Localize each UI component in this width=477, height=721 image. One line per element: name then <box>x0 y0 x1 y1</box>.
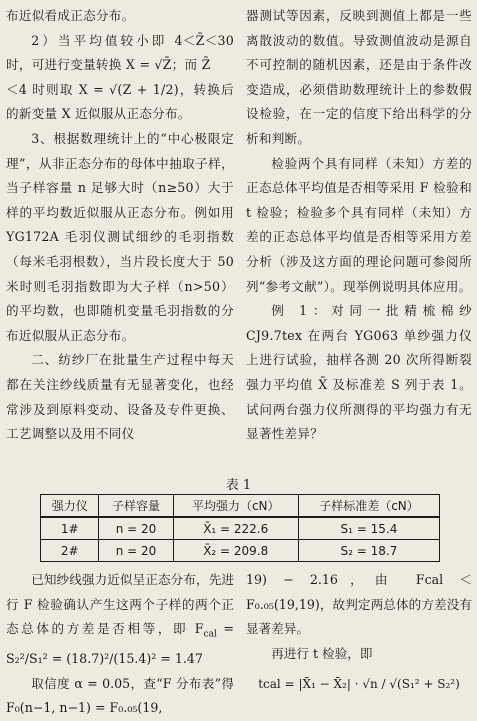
paragraph: 2）当平均值较小即 4＜Z̄＜30 时，可进行变量转换 X = √Z̄；而 Z̄ <box>6 32 234 73</box>
table-cell: n = 20 <box>99 517 173 540</box>
table-cell: n = 20 <box>99 540 173 562</box>
table-cell: X̄₁ = 222.6 <box>173 517 298 540</box>
paragraph: 二、纺纱厂在批量生产过程中每天都在关注纱线质量有无显著变化，也经常涉及到原料变动、设备及专件更换、工艺调整以及用不同仪 <box>6 352 234 442</box>
table-header-row <box>41 495 440 518</box>
table-row <box>41 517 440 540</box>
paragraph: 再进行 t 检验，即 <box>271 645 373 661</box>
paragraph: 布近似看成正态分布。 <box>6 8 135 23</box>
paragraph: ＜4 时则取 X = √(Z + 1/2)，转换后的新变量 X 近似服从正态分布。 <box>6 81 234 122</box>
table-cell: 2# <box>41 540 99 562</box>
table-header-cell: 子样标准差（cN） <box>298 495 439 518</box>
table-cell: 1# <box>41 517 99 540</box>
table-header-cell: 强力仪 <box>41 495 99 518</box>
left-column <box>6 4 234 447</box>
table-cell: S₂ = 18.7 <box>298 540 439 562</box>
bottom-right-column <box>246 568 472 697</box>
paragraph: 19) − 2.16，由 Fcal ＜ F₀.₀₅(19,19)，故判定两总体的方差没有显著差异。 <box>246 572 472 637</box>
paragraph: 取信度 α = 0.05，查“F 分布表”得 F₀(n−1, n−1) = F₀.₀₅(19, <box>6 675 234 716</box>
table-row <box>41 540 440 562</box>
paragraph: 例 1：对同一批精梳棉纱 CJ9.7tex 在两台 YG063 单纱强力仪上进行试验，抽样各测 20 次所得断裂强力平均值 X̄ 及标准差 S 列于表 1。试问两台强力仪所测得的平均强力有无显著性差异？ <box>246 303 472 442</box>
data-table <box>40 494 440 562</box>
table-cell: X̄₂ = 209.8 <box>173 540 298 562</box>
table-header-cell: 子样容量 <box>99 495 173 518</box>
table-header-cell: 平均强力（cN） <box>173 495 298 518</box>
t-formula: tcal = |X̄₁ − X̄₂| · √n / √(S₁² + S₂²) <box>258 677 460 692</box>
bottom-left-column <box>6 568 234 721</box>
table-cell: S₁ = 15.4 <box>298 517 439 540</box>
right-column <box>246 4 472 447</box>
paragraph: 检验两个具有同样（未知）方差的正态总体平均值是否相等采用 F 检验和 t 检验；检验多个具有同样（未知）方差的正态总体平均值是否相等采用方差分析（涉及这方面的理论问题可参阅所列“参考文献”）。现举例说明具体应用。 <box>246 155 472 294</box>
paragraph: 器测试等因素，反映到测值上都是一些离散波动的数值。导致测值波动是源自不可控制的随机因素，还是由于条件改变造成，必须借助数理统计上的参数假设检验，在一定的信度下给出科学的分析和判断。 <box>246 8 472 146</box>
f-subscript: cal <box>203 629 217 640</box>
table-title: 表 1 <box>225 478 252 493</box>
paragraph: 已知纱线强力近似呈正态分布，先进行 F 检验确认产生这两个子样的两个正态总体的方差是否相等，即 $F_{cal} = S_2^2/S_1^2 = (18.7)^2/(15.4)^2 = 1.47$ <box>6 572 234 667</box>
f-equation: = S₂²/S₁² = (18.7)²/(15.4)² = 1.47 <box>6 621 234 667</box>
paragraph: 3、根据数理统计上的“中心极限定理”，从非正态分布的母体中抽取子样，当子样容量 n 足够大时（n≥50）大于样的平均数近似服从正态分布。例如用 YG172A 毛羽仪测试细纱的毛羽指数（每米毛羽根数），当片段长度大于 50 米时则毛羽指数即为大子样（n>50）的平均数，也即随机变量毛羽指数的分布近似服从正态分布。 <box>6 130 234 343</box>
